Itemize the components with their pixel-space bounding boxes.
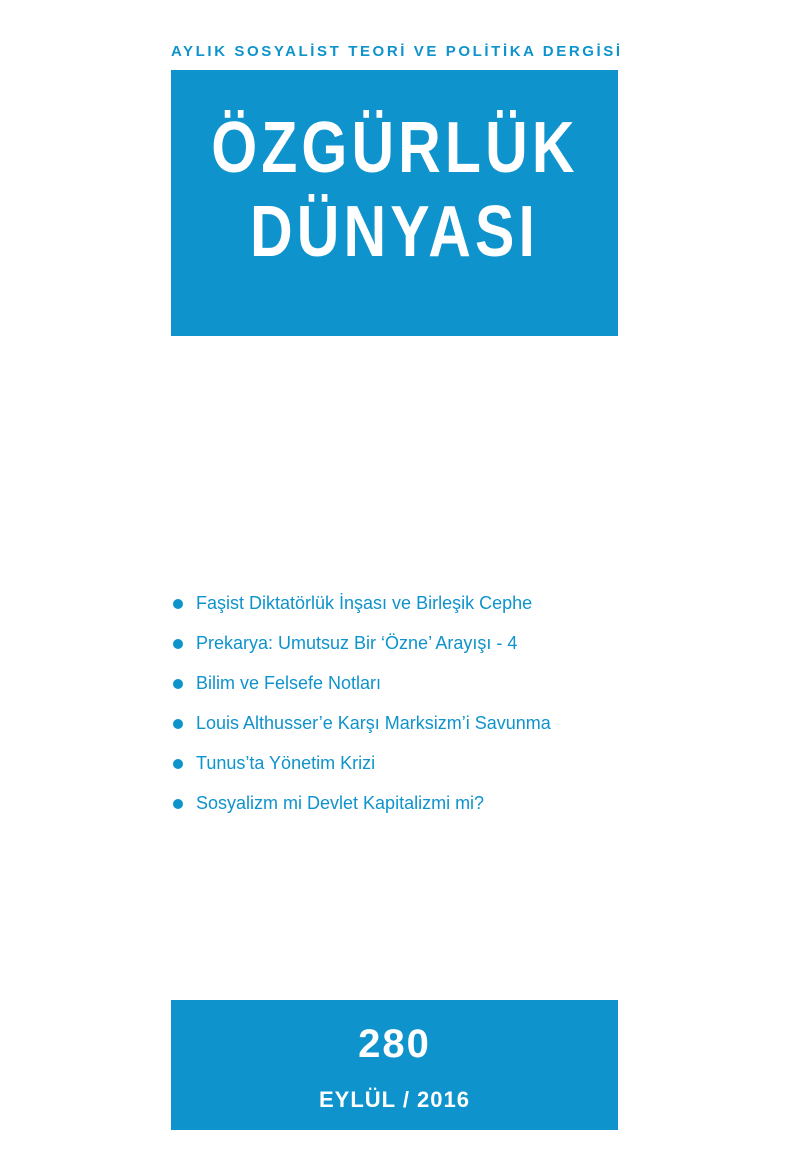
- contents-item: [171, 788, 631, 828]
- magazine-title-line-1: ÖZGÜRLÜK: [211, 108, 579, 188]
- contents-item-label: Prekarya: Umutsuz Bir ‘Özne’ Arayışı - 4: [196, 633, 518, 653]
- issue-number: 280: [358, 1022, 431, 1066]
- contents-item-label: Bilim ve Felsefe Notları: [196, 673, 382, 693]
- issue-banner: [171, 1000, 618, 1130]
- bullet-dot-icon: [173, 639, 183, 649]
- contents-item: [171, 588, 631, 628]
- title-banner: [171, 70, 618, 336]
- contents-item-label: Louis Althusser’e Karşı Marksizm’i Savunma: [196, 713, 551, 733]
- contents-item: [171, 628, 631, 668]
- contents-item-label: Faşist Diktatörlük İnşası ve Birleşik Cephe: [196, 593, 533, 613]
- bullet-dot-icon: [173, 679, 183, 689]
- contents-item-label: Tunus’ta Yönetim Krizi: [196, 753, 376, 773]
- magazine-title-line-2: DÜNYASI: [250, 192, 539, 272]
- contents-item: [171, 668, 631, 708]
- contents-item: [171, 708, 631, 748]
- issue-date: EYLÜL / 2016: [319, 1087, 470, 1112]
- contents-item: [171, 748, 631, 788]
- contents-item-label: Sosyalizm mi Devlet Kapitalizmi mi?: [196, 793, 485, 813]
- magazine-subtitle: AYLIK SOSYALİST TEORİ VE POLİTİKA DERGİSİ: [171, 43, 623, 60]
- bullet-dot-icon: [173, 719, 183, 729]
- bullet-dot-icon: [173, 799, 183, 809]
- bullet-dot-icon: [173, 759, 183, 769]
- bullet-dot-icon: [173, 599, 183, 609]
- table-of-contents: [171, 588, 631, 828]
